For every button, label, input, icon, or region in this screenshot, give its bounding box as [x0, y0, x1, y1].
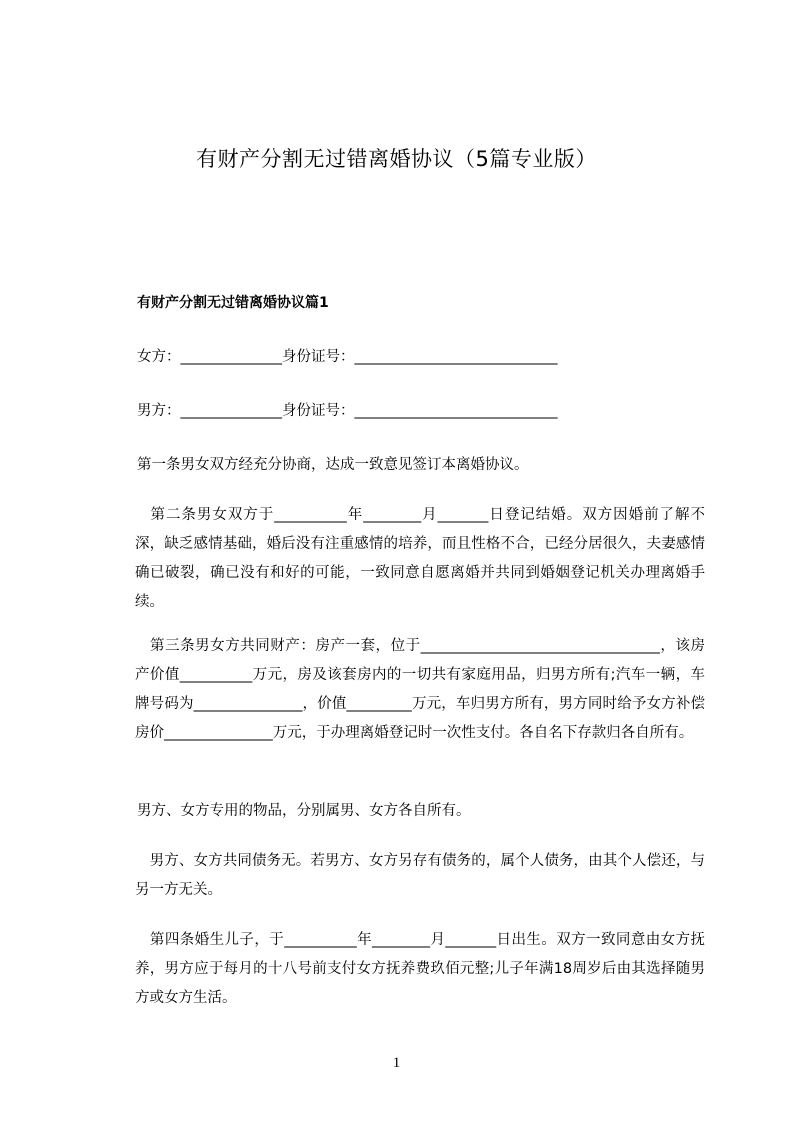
- page-number: 1: [392, 1055, 401, 1071]
- male-info-line: 男方：______________身份证号：____________________________: [137, 403, 558, 419]
- article-1: 第一条男女双方经充分协商，达成一致意见签订本离婚协议。: [137, 457, 529, 473]
- article-4: 第四条婚生儿子，于__________年________月_______日出生。双方一致同意由女方抚养，男方应于每月的十八号前支付女方抚养费玖佰元整;儿子年满18周岁后由其选择随男方或女方生活。: [135, 932, 705, 1006]
- article-3: 第三条男女方共同财产：房产一套，位于_________________________________，该房产价值__________万元，房及该套房内的一切共有家庭用品，归男方所有;汽车一辆，车牌号码为_______________，价值_________万元，车归男方所有，男方同时给予女方补偿房价_______________万元，于办理离婚登记时一次性支付。各自名下存款归各自所有。: [135, 638, 705, 741]
- personal-items-clause: 男方、女方专用的物品，分别属男、女方各自所有。: [137, 803, 471, 819]
- section-title: 有财产分割无过错离婚协议篇1: [137, 295, 329, 311]
- female-info-line: 女方：______________身份证号：____________________________: [137, 349, 558, 365]
- document-title: 有财产分割无过错离婚协议（5篇专业版）: [196, 147, 597, 171]
- debts-clause: 男方、女方共同债务无。若男方、女方另存有债务的，属个人债务，由其个人偿还，与另一方无关。: [135, 853, 705, 898]
- article-2: 第二条男女双方于__________年________月_______日登记结婚。双方因婚前了解不深，缺乏感情基础，婚后没有注重感情的培养，而且性格不合，已经分居很久，夫妻感情确已破裂，确已没有和好的可能，一致同意自愿离婚并共同到婚姻登记机关办理离婚手续。: [135, 507, 705, 610]
